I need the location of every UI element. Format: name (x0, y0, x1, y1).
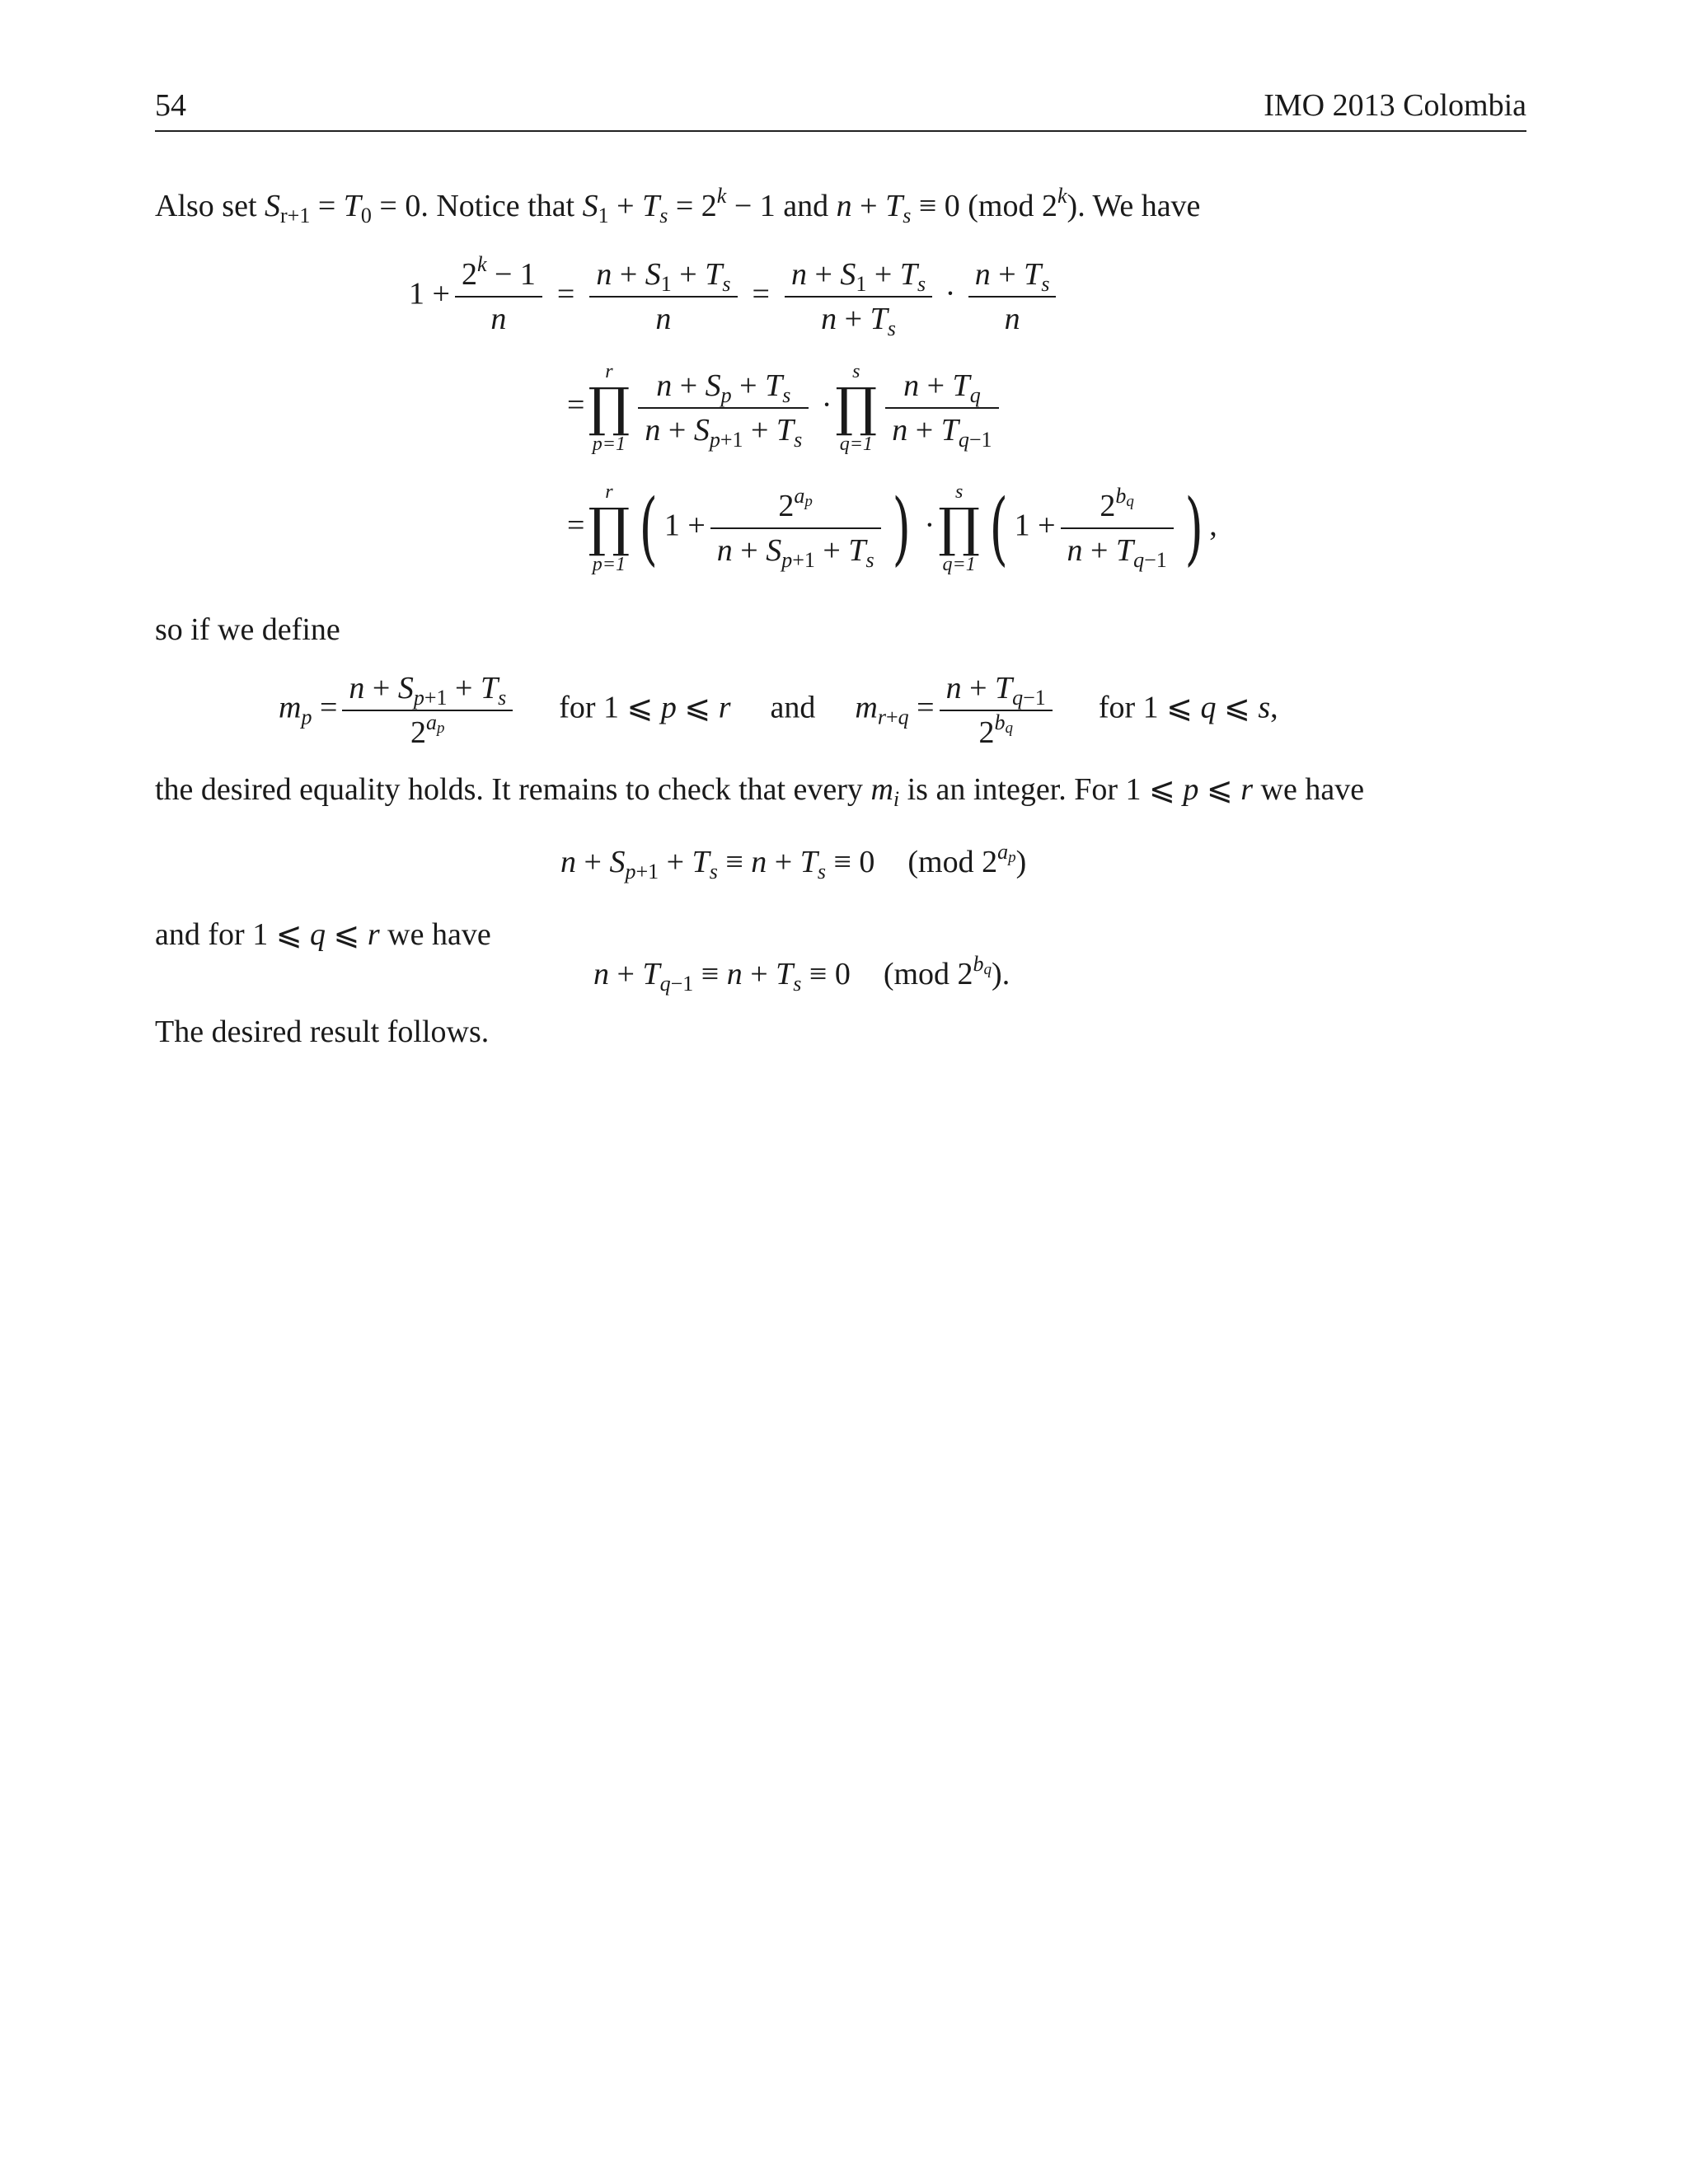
header-rule (155, 130, 1526, 132)
paragraph-define: so if we define (155, 612, 340, 647)
equation-congruence-2: $n + T_{q-1} \equiv n + T_s \equiv 0$ (mod $2^{b_q}$). (593, 952, 1010, 996)
text-span: we have (379, 917, 491, 952)
equation-line-2: = r ∏ p=1 $\frac{n + S_p + T_s}{n + S_{p+1} + T_s}$ · s ∏ q=1 $\frac{n + T_q}{n + T_{q-1}}$ (567, 361, 1004, 455)
equation-line-1: 1 + $\frac{2^k - 1}{n}$ = $\frac{n + S_1 + T_s}{n}$ = $\frac{n + S_1 + T_s}{n + T_s}$ · $\frac{n + T_s}{n}$ (409, 255, 1061, 338)
text-span: for (1098, 690, 1136, 725)
text-span: for (559, 690, 596, 725)
text-span: . We have (1077, 189, 1201, 223)
equation-line-3: = r ∏ p=1 ( 1 + $\frac{2^{a_p}}{n + S_{p+1} + T_s}$ ) · s ∏ q=1 ( 1 + $\frac{2^{b_q}}{n + T_{q-1}}$ ) , (567, 481, 1217, 575)
page-number: 54 (155, 88, 186, 123)
text-span: and (775, 189, 837, 223)
paragraph-intro: Also set $S_{r+1} = T_0 = 0$. Notice that $S_1 + T_s = 2^k - 1$ and $n + T_s \equiv 0$ (mod 2$^k$). We have (155, 184, 1201, 227)
text-span: mod (918, 845, 974, 879)
text-span: is an integer. For (899, 772, 1126, 807)
running-title: IMO 2013 Colombia (1264, 88, 1526, 123)
paragraph-and-for: and for 1 ⩽ q ⩽ r we have (155, 917, 491, 952)
text-span: and for (155, 917, 253, 952)
text-span: we have (1253, 772, 1365, 807)
text-span: . Notice that (420, 189, 583, 223)
text-span: mod (978, 189, 1034, 223)
text-span: the desired equality holds. It remains to check that every (155, 772, 871, 807)
text-span: Also set (155, 189, 265, 223)
paragraph-check: the desired equality holds. It remains to check that every $m_i$ is an integer. For 1 ⩽ p ⩽ r we have (155, 772, 1365, 811)
paragraph-conclusion: The desired result follows. (155, 1015, 490, 1049)
equation-definition: $m_p$ = $\frac{n + S_{p+1} + T_s}{2^{a_p}}$ for 1 ⩽ p ⩽ r and $m_{r+q}$ = $\frac{n + T_{q-1}}{2^{b_q}}$ for 1 ⩽ q ⩽ s, (279, 671, 1278, 750)
text-span: and (770, 690, 816, 725)
equation-congruence-1: $n + S_{p+1} + T_s \equiv n + T_s \equiv 0$ (mod $2^{a_p}$) (560, 840, 1027, 883)
text-span: mod (893, 957, 950, 991)
